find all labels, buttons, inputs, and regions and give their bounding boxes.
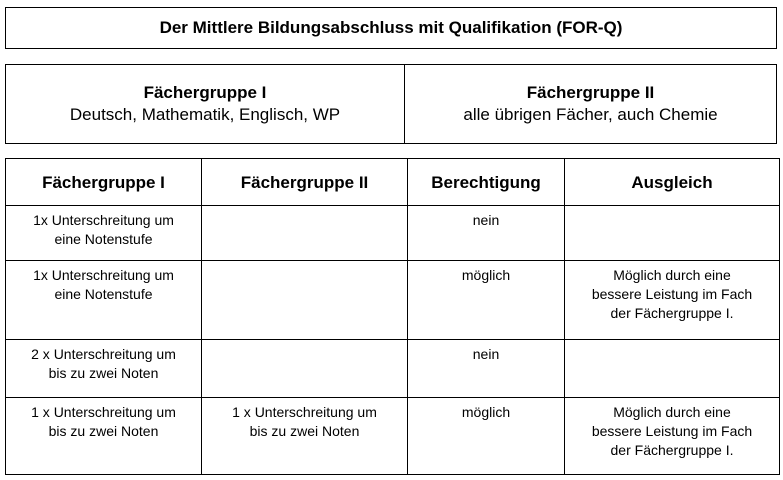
qualification-table: [5, 158, 780, 475]
group-name: Fächergruppe I: [143, 83, 267, 102]
cell-line: 1x Unterschreitung um: [33, 212, 174, 228]
cell-berechtigung: [408, 398, 565, 475]
cell-line: 1 x Unterschreitung um: [232, 404, 377, 420]
header-ausgleich: Ausgleich: [565, 159, 780, 206]
cell-fg1: [6, 398, 202, 475]
cell-berechtigung: [408, 206, 565, 261]
table-row: [6, 261, 780, 340]
cell-line: Möglich durch eine: [613, 267, 731, 283]
cell-berechtigung: [408, 261, 565, 340]
cell-ausgleich: [565, 206, 780, 261]
table-row: [6, 398, 780, 475]
table-header-row: [6, 159, 780, 206]
table-row: [6, 340, 780, 398]
cell-line: nein: [472, 212, 500, 228]
header-berechtigung: Berechtigung: [408, 159, 565, 206]
group-description: Deutsch, Mathematik, Englisch, WP: [69, 105, 341, 124]
cell-line: der Fächergruppe I.: [610, 305, 734, 321]
cell-ausgleich: [565, 261, 780, 340]
cell-line: möglich: [461, 404, 511, 420]
cell-fg1: [6, 340, 202, 398]
cell-line: bessere Leistung im Fach: [591, 286, 753, 302]
group-cell-1: [6, 65, 405, 143]
cell-line: bis zu zwei Noten: [249, 423, 360, 439]
cell-berechtigung: [408, 340, 565, 398]
cell-line: 1x Unterschreitung um: [33, 267, 174, 283]
cell-fg1: [6, 206, 202, 261]
cell-line: eine Notenstufe: [54, 231, 153, 247]
table-row: [6, 206, 780, 261]
header-faechergruppe-2: Fächergruppe II: [202, 159, 408, 206]
cell-ausgleich: [565, 398, 780, 475]
cell-fg2: [202, 340, 408, 398]
group-cell-2: [405, 65, 776, 143]
cell-fg2: [202, 398, 408, 475]
cell-line: 2 x Unterschreitung um: [31, 346, 176, 362]
title-text: Der Mittlere Bildungsabschluss mit Qualifikation (FOR-Q): [159, 18, 623, 37]
cell-line: bessere Leistung im Fach: [591, 423, 753, 439]
cell-fg2: [202, 206, 408, 261]
cell-line: bis zu zwei Noten: [48, 365, 159, 381]
group-description: alle übrigen Fächer, auch Chemie: [463, 105, 718, 124]
cell-line: bis zu zwei Noten: [48, 423, 159, 439]
cell-ausgleich: [565, 340, 780, 398]
cell-line: 1 x Unterschreitung um: [31, 404, 176, 420]
cell-line: der Fächergruppe I.: [610, 442, 734, 458]
cell-fg1: [6, 261, 202, 340]
subject-groups-box: [5, 64, 777, 144]
group-name: Fächergruppe II: [526, 83, 655, 102]
cell-line: Möglich durch eine: [613, 404, 731, 420]
cell-line: möglich: [461, 267, 511, 283]
cell-line: eine Notenstufe: [54, 286, 153, 302]
header-faechergruppe-1: Fächergruppe I: [6, 159, 202, 206]
cell-fg2: [202, 261, 408, 340]
cell-line: nein: [472, 346, 500, 362]
document-title: [5, 7, 777, 49]
